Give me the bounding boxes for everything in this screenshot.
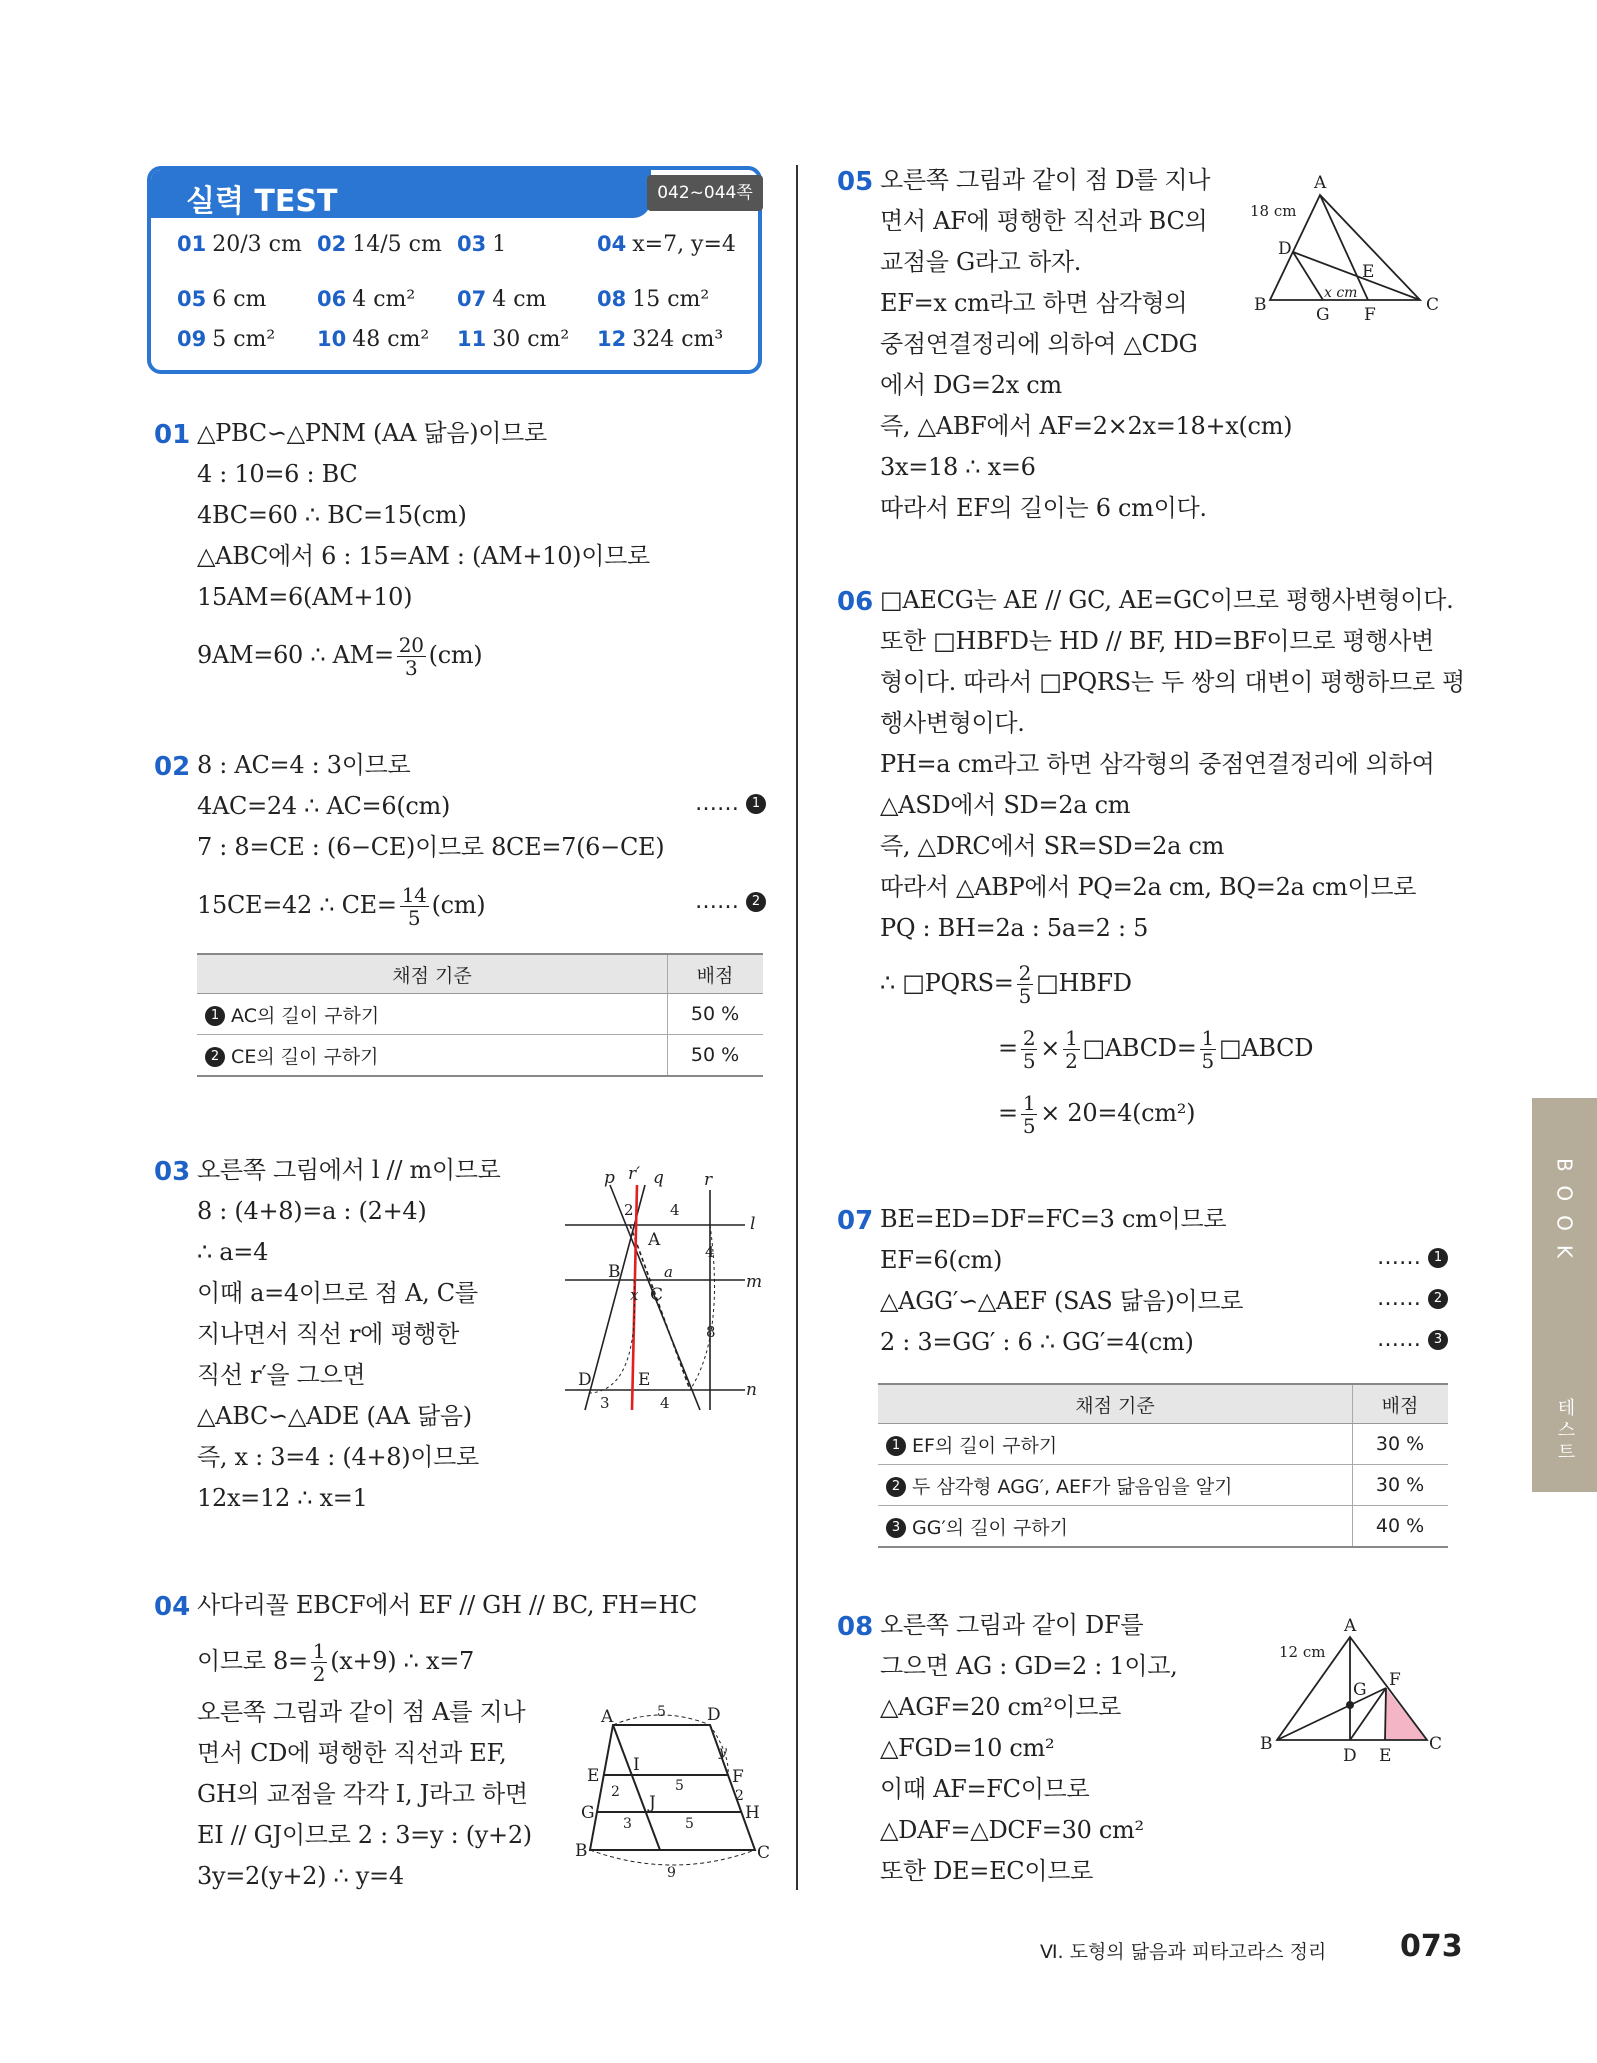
fig-label: y <box>719 1744 727 1760</box>
fig-label: C <box>757 1843 770 1863</box>
fig-label: 8 <box>706 1323 716 1341</box>
solution-line: 사다리꼴 EBCF에서 EF // GH // BC, FH=HC <box>197 1591 698 1619</box>
fig-label: 4 <box>705 1243 715 1261</box>
solution-line: △FGD=10 cm² <box>880 1734 1055 1762</box>
fig-label: p <box>604 1168 615 1188</box>
answer-item: 12 324 cm³ <box>597 327 724 352</box>
answer-item: 11 30 cm² <box>457 327 570 352</box>
table-header: 채점 기준 <box>878 1384 1353 1424</box>
score-mark: …… 2 <box>1377 1286 1448 1311</box>
table-row: 1 EF의 길이 구하기 30 % <box>878 1424 1448 1465</box>
solution-line: = $\frac{1}{5}$ × 20=4(cm²) <box>998 1091 1196 1138</box>
side-tab-test <box>1532 1398 1597 1464</box>
fig-label: a <box>664 1263 673 1281</box>
answer-item: 01 20/3 cm <box>177 232 302 257</box>
scoring-table <box>878 1383 1448 1548</box>
solution-line: 형이다. 따라서 □PQRS는 두 쌍의 대변이 평행하므로 평 <box>880 668 1465 696</box>
fig-label: E <box>587 1766 600 1786</box>
solution-line: 15AM=6(AM+10) <box>197 583 413 611</box>
figure-trapezoid <box>565 1700 770 1880</box>
table-row: 1 AC의 길이 구하기 50 % <box>197 994 763 1035</box>
solution-line: 면서 AF에 평행한 직선과 BC의 <box>880 207 1208 235</box>
solution-line: PH=a cm라고 하면 삼각형의 중점연결정리에 의하여 <box>880 750 1435 778</box>
table-header: 채점 기준 <box>197 954 668 994</box>
solution-line: 에서 DG=2x cm <box>880 371 1062 399</box>
fig-label: B <box>608 1262 621 1282</box>
solution-line: 지나면서 직선 r에 평행한 <box>197 1320 459 1348</box>
fig-label: n <box>746 1380 757 1400</box>
fig-label: 5 <box>685 1816 694 1832</box>
solution-line: 3y=2(y+2) ∴ y=4 <box>197 1862 404 1890</box>
figure-triangle-08 <box>1255 1615 1455 1765</box>
problem-number: 05 <box>837 167 874 197</box>
solution-line: 중점연결정리에 의하여 △CDG <box>880 330 1198 358</box>
solution-line: 4 : 10=6 : BC <box>197 460 358 488</box>
fig-label: 4 <box>670 1201 680 1219</box>
solution-line: 즉, △ABF에서 AF=2×2x=18+x(cm) <box>880 412 1293 440</box>
fig-label: B <box>1260 1734 1273 1754</box>
problem-number: 07 <box>837 1206 874 1236</box>
problem-number: 01 <box>154 420 191 450</box>
score-mark: …… 3 <box>1377 1327 1448 1352</box>
solution-line: △ABC∽△ADE (AA 닮음) <box>197 1402 472 1430</box>
problem-number: 03 <box>154 1157 191 1187</box>
fig-label: D <box>1343 1746 1357 1765</box>
solution-line: 이때 a=4이므로 점 A, C를 <box>197 1279 478 1307</box>
solution-line: 면서 CD에 평행한 직선과 EF, <box>197 1739 507 1767</box>
problem-number: 04 <box>154 1592 191 1622</box>
solution-line: 즉, x : 3=4 : (4+8)이므로 <box>197 1443 479 1471</box>
score-mark: …… 1 <box>1377 1245 1448 1270</box>
table-row: 3 GG′의 길이 구하기 40 % <box>878 1506 1448 1548</box>
fig-label: E <box>1362 262 1375 282</box>
table-header: 배점 <box>1353 1384 1449 1424</box>
figure-triangle-05 <box>1250 170 1450 320</box>
fig-label: 5 <box>675 1778 684 1794</box>
solution-line: 2 : 3=GG′ : 6 ∴ GG′=4(cm) <box>880 1328 1194 1356</box>
side-tab-book <box>1532 1158 1597 1272</box>
solution-line: 8 : (4+8)=a : (2+4) <box>197 1197 427 1225</box>
fig-label: 5 <box>657 1704 666 1720</box>
solution-line: 4BC=60 ∴ BC=15(cm) <box>197 501 467 529</box>
solution-line: 오른쪽 그림과 같이 점 D를 지나 <box>880 166 1211 194</box>
fig-label: G <box>1316 305 1330 320</box>
solution-line: △PBC∽△PNM (AA 닮음)이므로 <box>197 419 547 447</box>
fig-label: 2 <box>611 1784 620 1800</box>
fig-label: l <box>750 1214 756 1234</box>
fig-label: 12 cm <box>1279 1643 1326 1661</box>
solution-line: △ABC에서 6 : 15=AM : (AM+10)이므로 <box>197 542 650 570</box>
fig-label: 3 <box>600 1394 610 1412</box>
fig-label: C <box>650 1285 664 1305</box>
page-number: 073 <box>1400 1929 1463 1964</box>
fig-label: F <box>732 1767 744 1787</box>
fig-label: 3 <box>623 1816 632 1832</box>
scoring-table <box>197 953 763 1077</box>
fig-label: E <box>638 1370 651 1390</box>
fig-label: 18 cm <box>1250 202 1297 220</box>
fig-label: D <box>578 1370 592 1390</box>
fig-label: F <box>1389 1670 1401 1690</box>
fig-label: G <box>1353 1680 1367 1700</box>
solution-line: 오른쪽 그림에서 l // m이므로 <box>197 1156 501 1184</box>
solution-line: ∴ a=4 <box>197 1238 269 1266</box>
column-divider <box>796 165 798 1890</box>
fig-label: x <box>630 1286 639 1304</box>
solution-line: △DAF=△DCF=30 cm² <box>880 1816 1144 1844</box>
answer-item: 06 4 cm² <box>317 287 416 312</box>
solution-line: = $\frac{2}{5}$ × $\frac{1}{2}$ □ABCD= $\frac{1}{5}$ □ABCD <box>998 1026 1314 1073</box>
solution-line: 4AC=24 ∴ AC=6(cm) <box>197 792 451 820</box>
side-tab <box>1532 1098 1597 1492</box>
solution-line: 또한 □HBFD는 HD // BF, HD=BF이므로 평행사변 <box>880 627 1434 655</box>
score-mark: …… 1 <box>695 791 766 816</box>
solution-line: 9AM=60 ∴ AM= $\frac{20}{3}$ (cm) <box>197 633 483 680</box>
solution-line: 행사변형이다. <box>880 709 1025 737</box>
solution-line: 이때 AF=FC이므로 <box>880 1775 1090 1803</box>
fig-label: A <box>1314 173 1327 193</box>
fig-label: r′ <box>628 1165 640 1184</box>
solution-line: △AGG′∽△AEF (SAS 닮음)이므로 <box>880 1287 1244 1315</box>
side-tab-book-label: BOOK <box>1552 1158 1577 1272</box>
fig-label: C <box>1426 295 1440 315</box>
solution-line: 3x=18 ∴ x=6 <box>880 453 1036 481</box>
fig-label: H <box>745 1803 760 1823</box>
table-header: 배점 <box>668 954 764 994</box>
fig-label: x cm <box>1324 285 1358 301</box>
answer-item: 04 x=7, y=4 <box>597 232 736 257</box>
fig-label: B <box>1254 295 1267 315</box>
solution-line: 15CE=42 ∴ CE= $\frac{14}{5}$ (cm) <box>197 883 486 930</box>
fig-label: E <box>1379 1746 1392 1765</box>
solution-line: 7 : 8=CE : (6−CE)이므로 8CE=7(6−CE) <box>197 833 665 861</box>
page-range-tag: 042~044쪽 <box>647 175 763 211</box>
fig-label: D <box>1278 239 1292 259</box>
fig-label: F <box>1364 305 1376 320</box>
side-tab-test-label: 테스트 <box>1554 1398 1576 1464</box>
solution-line: □AECG는 AE // GC, AE=GC이므로 평행사변형이다. <box>880 586 1454 614</box>
solution-line: EF=6(cm) <box>880 1246 1003 1274</box>
solution-line: △ASD에서 SD=2a cm <box>880 791 1131 819</box>
fig-label: C <box>1429 1734 1443 1754</box>
answer-item: 03 1 <box>457 232 507 257</box>
answer-item: 10 48 cm² <box>317 327 430 352</box>
solution-line: EI // GJ이므로 2 : 3=y : (y+2) <box>197 1821 532 1849</box>
solution-line: 오른쪽 그림과 같이 점 A를 지나 <box>197 1698 526 1726</box>
solution-line: 즉, △DRC에서 SR=SD=2a cm <box>880 832 1225 860</box>
solution-line: 이므로 8= $\frac{1}{2}$ (x+9) ∴ x=7 <box>197 1639 474 1686</box>
fig-label: r <box>704 1170 713 1190</box>
problem-number: 06 <box>837 587 874 617</box>
answer-item: 09 5 cm² <box>177 327 276 352</box>
answer-summary-box <box>147 166 762 374</box>
solution-line: △AGF=20 cm²이므로 <box>880 1693 1122 1721</box>
answer-item: 02 14/5 cm <box>317 232 442 257</box>
fig-label: m <box>746 1272 763 1292</box>
answer-item: 05 6 cm <box>177 287 267 312</box>
fig-label: 2 <box>735 1788 744 1804</box>
solution-line: PQ : BH=2a : 5a=2 : 5 <box>880 914 1149 942</box>
table-row: 2 CE의 길이 구하기 50 % <box>197 1035 763 1077</box>
solution-line: BE=ED=DF=FC=3 cm이므로 <box>880 1205 1227 1233</box>
fig-label: B <box>575 1841 588 1861</box>
answer-item: 07 4 cm <box>457 287 547 312</box>
solution-line: 교점을 G라고 하자. <box>880 248 1082 276</box>
chapter-title: Ⅵ. 도형의 닮음과 피타고라스 정리 <box>1040 1941 1327 1963</box>
solution-line: 오른쪽 그림과 같이 DF를 <box>880 1611 1144 1639</box>
score-mark: …… 2 <box>695 889 766 914</box>
fig-label: J <box>649 1793 656 1813</box>
solution-line: 또한 DE=EC이므로 <box>880 1857 1094 1885</box>
test-box-header <box>151 170 651 218</box>
fig-label: 2 <box>624 1201 634 1219</box>
solution-line: GH의 교점을 각각 I, J라고 하면 <box>197 1780 528 1808</box>
fig-label: A <box>601 1707 614 1727</box>
fig-label: A <box>648 1230 661 1250</box>
solution-line: 12x=12 ∴ x=1 <box>197 1484 368 1512</box>
fig-label: A <box>1344 1616 1357 1636</box>
solution-line: 8 : AC=4 : 3이므로 <box>197 751 411 779</box>
solution-line: 따라서 △ABP에서 PQ=2a cm, BQ=2a cm이므로 <box>880 873 1417 901</box>
solution-line: 따라서 EF의 길이는 6 cm이다. <box>880 494 1207 522</box>
test-box-title: 실력 TEST <box>186 184 338 219</box>
fig-label: 9 <box>667 1865 676 1880</box>
solution-line: ∴ □PQRS= $\frac{2}{5}$ □HBFD <box>880 961 1132 1008</box>
problem-number: 08 <box>837 1612 874 1642</box>
figure-parallel-lines <box>560 1165 770 1425</box>
solution-line: 직선 r′을 그으면 <box>197 1361 366 1389</box>
problem-number: 02 <box>154 752 191 782</box>
fig-label: G <box>581 1803 595 1823</box>
fig-label: 4 <box>660 1394 670 1412</box>
table-row: 2 두 삼각형 AGG′, AEF가 닮음임을 알기 30 % <box>878 1465 1448 1506</box>
fig-label: D <box>707 1705 721 1725</box>
solution-line: EF=x cm라고 하면 삼각형의 <box>880 289 1188 317</box>
answer-item: 08 15 cm² <box>597 287 710 312</box>
solution-line: 그으면 AG : GD=2 : 1이고, <box>880 1652 1178 1680</box>
fig-label: q <box>653 1168 664 1188</box>
fig-label: I <box>633 1755 640 1775</box>
